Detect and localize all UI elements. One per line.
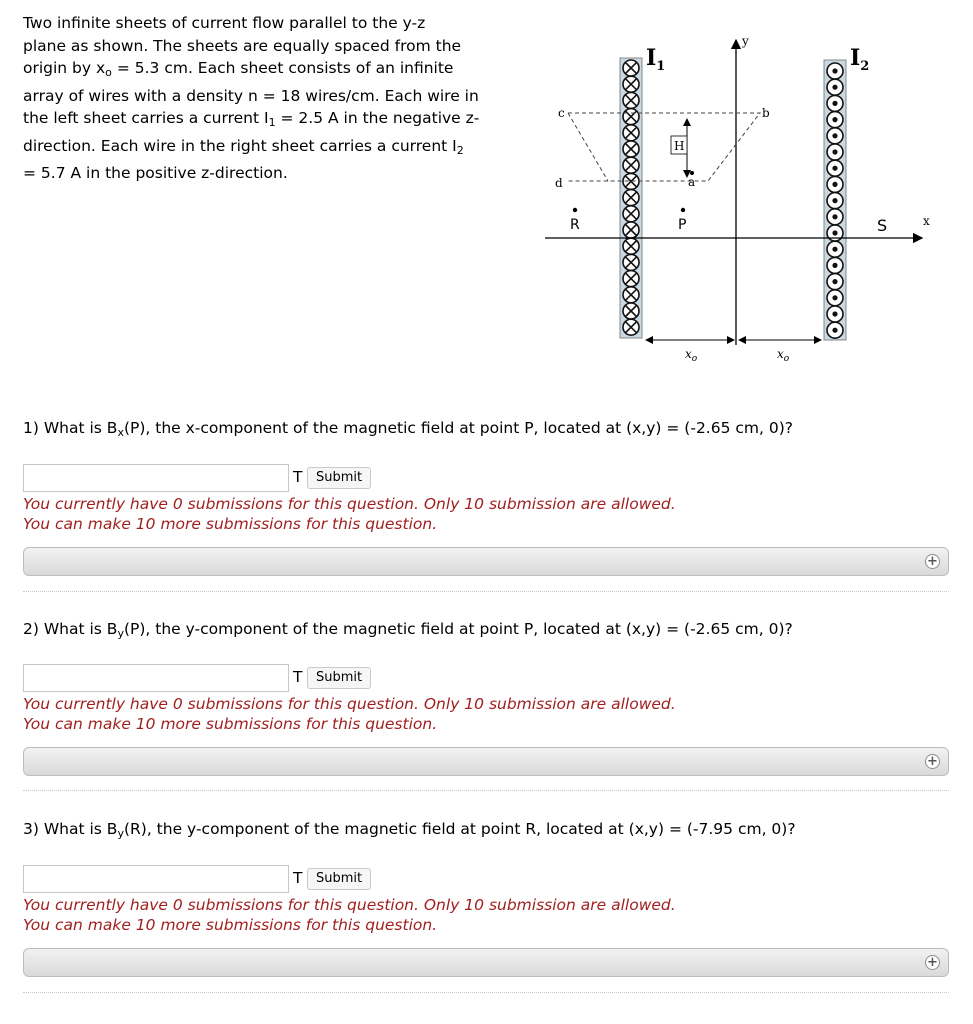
problem-line: the left sheet carries a current $I_1 = 2.5$ A in the negative z- (23, 109, 480, 129)
wire-dot (832, 85, 837, 90)
submission-count-text: You currently have 0 submissions for this question. Only 10 submission are allowed. (23, 896, 676, 914)
right-wire-column (827, 63, 843, 338)
problem-line: plane as shown. The sheets are equally spaced from the (23, 36, 462, 55)
question-1: 1) What is $B_x(P)$, the x-component of the magnetic field at point P, located at (x,y) = (-2.65 cm, 0)? (23, 419, 793, 439)
label-c: c (558, 106, 565, 120)
submissions-remaining-text: You can make 10 more submissions for this question. (23, 916, 438, 934)
expand-plus-icon[interactable]: + (925, 955, 940, 970)
wire-dot (832, 214, 837, 219)
label-x0-right: $x_o$ (777, 347, 790, 364)
loop-left-side (568, 113, 608, 181)
label-a: a (688, 175, 696, 189)
answer-input-1[interactable] (23, 464, 289, 492)
submit-button-3[interactable]: Submit (307, 868, 371, 890)
hint-bar-1[interactable] (23, 547, 949, 576)
submission-message-3 (23, 895, 676, 935)
submit-button-2[interactable]: Submit (307, 667, 371, 689)
submissions-remaining-text: You can make 10 more submissions for this question. (23, 515, 438, 533)
hint-bar-3[interactable] (23, 948, 949, 977)
figure-svg (530, 15, 962, 390)
wire-dot (832, 166, 837, 171)
label-s: S (877, 216, 888, 235)
label-i1: $I_1$ (646, 45, 666, 74)
answer-input-2[interactable] (23, 664, 289, 692)
submit-button-1[interactable]: Submit (307, 467, 371, 489)
answer-input-3[interactable] (23, 865, 289, 893)
separator (23, 992, 949, 993)
hint-bar-2[interactable] (23, 747, 949, 776)
expand-plus-icon[interactable]: + (925, 554, 940, 569)
problem-statement (23, 12, 483, 185)
problem-line: direction. Each wire in the right sheet carries a current $I_2$ (23, 136, 464, 157)
label-axis-x: x (923, 214, 930, 228)
wire-dot (832, 117, 837, 122)
expand-plus-icon[interactable]: + (925, 754, 940, 769)
problem-line: origin by $x_o = 5.3$ cm. Each sheet consists of an infinite (23, 59, 454, 79)
wire-dot (832, 311, 837, 316)
submissions-remaining-text: You can make 10 more submissions for this question. (23, 715, 438, 733)
wire-dot (832, 68, 837, 73)
separator (23, 790, 949, 791)
wire-dot (832, 295, 837, 300)
problem-line: = 5.7 A in the positive z-direction. (23, 164, 288, 182)
current-sheets-figure (530, 15, 962, 390)
submission-count-text: You currently have 0 submissions for this question. Only 10 submission are allowed. (23, 695, 676, 713)
label-p: P (678, 217, 687, 233)
separator (23, 591, 949, 592)
wire-dot (832, 328, 837, 333)
label-x0-left: $x_o$ (685, 347, 698, 364)
point-r-dot (573, 208, 577, 212)
label-h: H (674, 139, 685, 153)
wire-dot (832, 247, 837, 252)
wire-dot (832, 101, 837, 106)
wire-dot (832, 133, 837, 138)
wire-dot (832, 182, 837, 187)
question-3: 3) What is $B_y(R)$, the y-component of the magnetic field at point R, located at (x,y) = (-7.95 cm, 0)? (23, 820, 796, 840)
wire-dot (832, 149, 837, 154)
wire-dot (832, 198, 837, 203)
submission-message-2 (23, 694, 676, 734)
amperian-loop-dashed (568, 113, 760, 181)
h-arrow-top (683, 118, 691, 126)
unit-label: T (293, 468, 303, 486)
label-r: R (570, 217, 580, 233)
label-d: d (555, 176, 563, 190)
problem-line: Two infinite sheets of current flow parallel to the y-z (23, 14, 426, 32)
label-axis-y: y (742, 34, 749, 48)
unit-label: T (293, 869, 303, 887)
label-i2: $I_2$ (850, 45, 870, 74)
unit-label: T (293, 668, 303, 686)
submission-message-1 (23, 494, 676, 534)
left-wire-column (623, 60, 639, 335)
wire-dot (832, 279, 837, 284)
question-2: 2) What is $B_y(P)$, the y-component of the magnetic field at point P, located at (x,y) = (-2.65 cm, 0)? (23, 620, 793, 640)
point-p-dot (681, 208, 685, 212)
wire-dot (832, 263, 837, 268)
label-b: b (762, 106, 770, 120)
wire-dot (832, 230, 837, 235)
problem-line: array of wires with a density n = 18 wires/cm. Each wire in (23, 86, 479, 105)
submission-count-text: You currently have 0 submissions for this question. Only 10 submission are allowed. (23, 495, 676, 513)
